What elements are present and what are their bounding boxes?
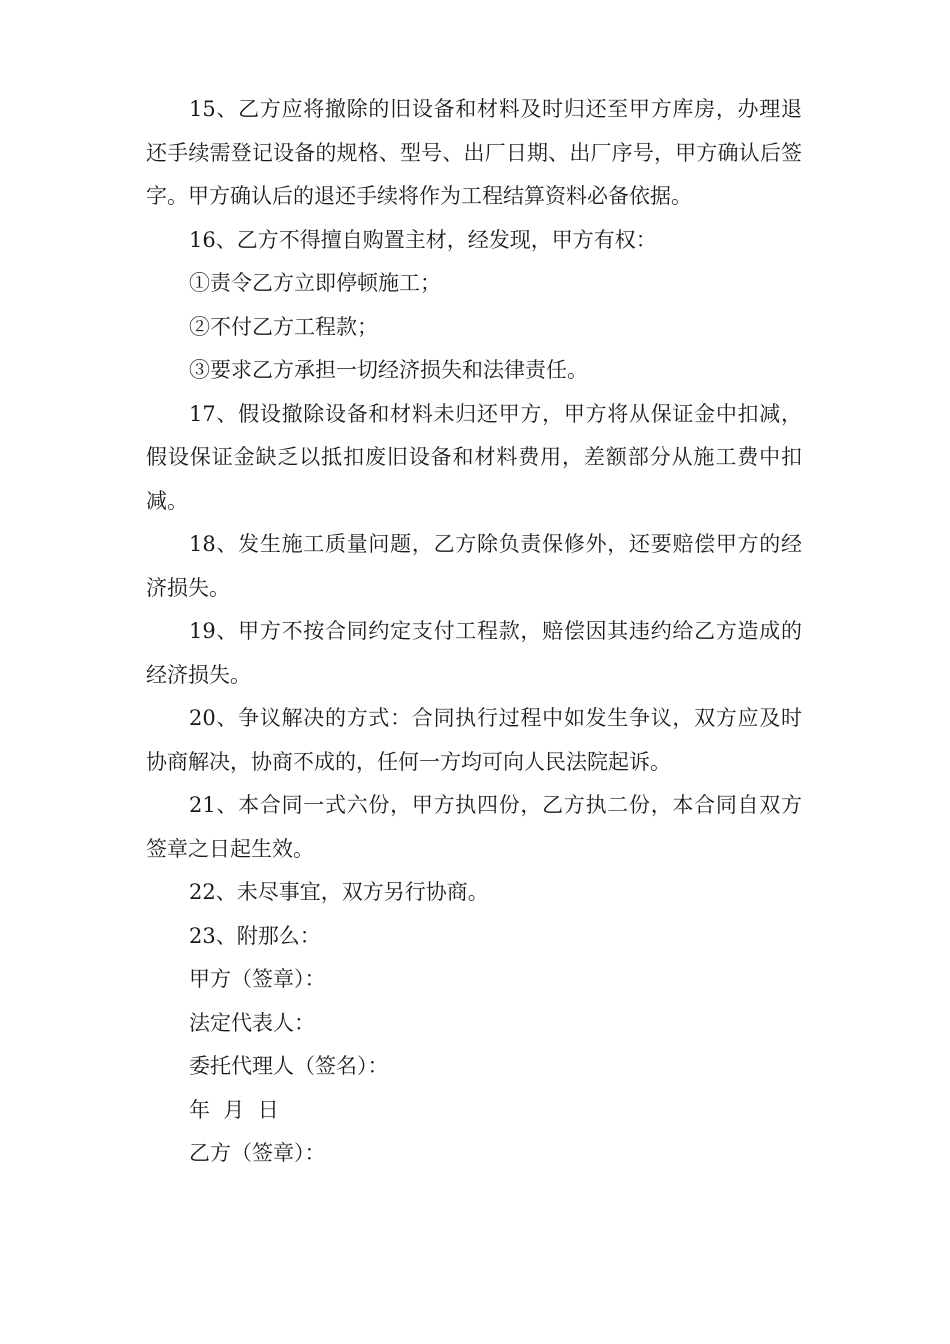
clause-20: 20、争议解决的方式：合同执行过程中如发生争议，双方应及时协商解决，协商不成的，任何一方均可向人民法院起诉。 <box>146 706 802 774</box>
clause-22: 22、未尽事宜，双方另行协商。 <box>189 880 489 904</box>
clause-16: 16、乙方不得擅自购置主材，经发现，甲方有权： <box>189 227 657 252</box>
party-b-signature-line: 乙方（签章）： <box>189 1141 326 1165</box>
clause-16-item-2: ②不付乙方工程款； <box>189 314 378 339</box>
clause-17: 17、假设撤除设备和材料未归还甲方，甲方将从保证金中扣减，假设保证金缺乏以抵扣废旧设备和材料费用，差额部分从施工费中扣减。 <box>146 401 802 513</box>
clause-18: 18、发生施工质量问题，乙方除负责保修外，还要赔偿甲方的经济损失。 <box>146 532 802 600</box>
clause-16-item-1: ①责令乙方立即停顿施工； <box>189 271 441 295</box>
clause-23: 23、附那么： <box>189 923 321 948</box>
document-body <box>146 88 802 1176</box>
party-a-signature-line: 甲方（签章）： <box>189 967 326 991</box>
date-line: 年 月 日 <box>189 1097 279 1122</box>
clause-21: 21、本合同一式六份，甲方执四份，乙方执二份，本合同自双方签章之日起生效。 <box>146 793 802 861</box>
clause-19: 19、甲方不按合同约定支付工程款，赔偿因其违约给乙方造成的经济损失。 <box>146 619 802 687</box>
clause-16-item-3: ③要求乙方承担一切经济损失和法律责任。 <box>189 358 588 382</box>
clause-15: 15、乙方应将撤除的旧设备和材料及时归还至甲方库房，办理退还手续需登记设备的规格、型号、出厂日期、出厂序号，甲方确认后签字。甲方确认后的退还手续将作为工程结算资料必备依据。 <box>146 97 802 208</box>
authorized-agent-line: 委托代理人（签名）： <box>189 1054 389 1078</box>
legal-representative-line: 法定代表人： <box>189 1010 315 1035</box>
